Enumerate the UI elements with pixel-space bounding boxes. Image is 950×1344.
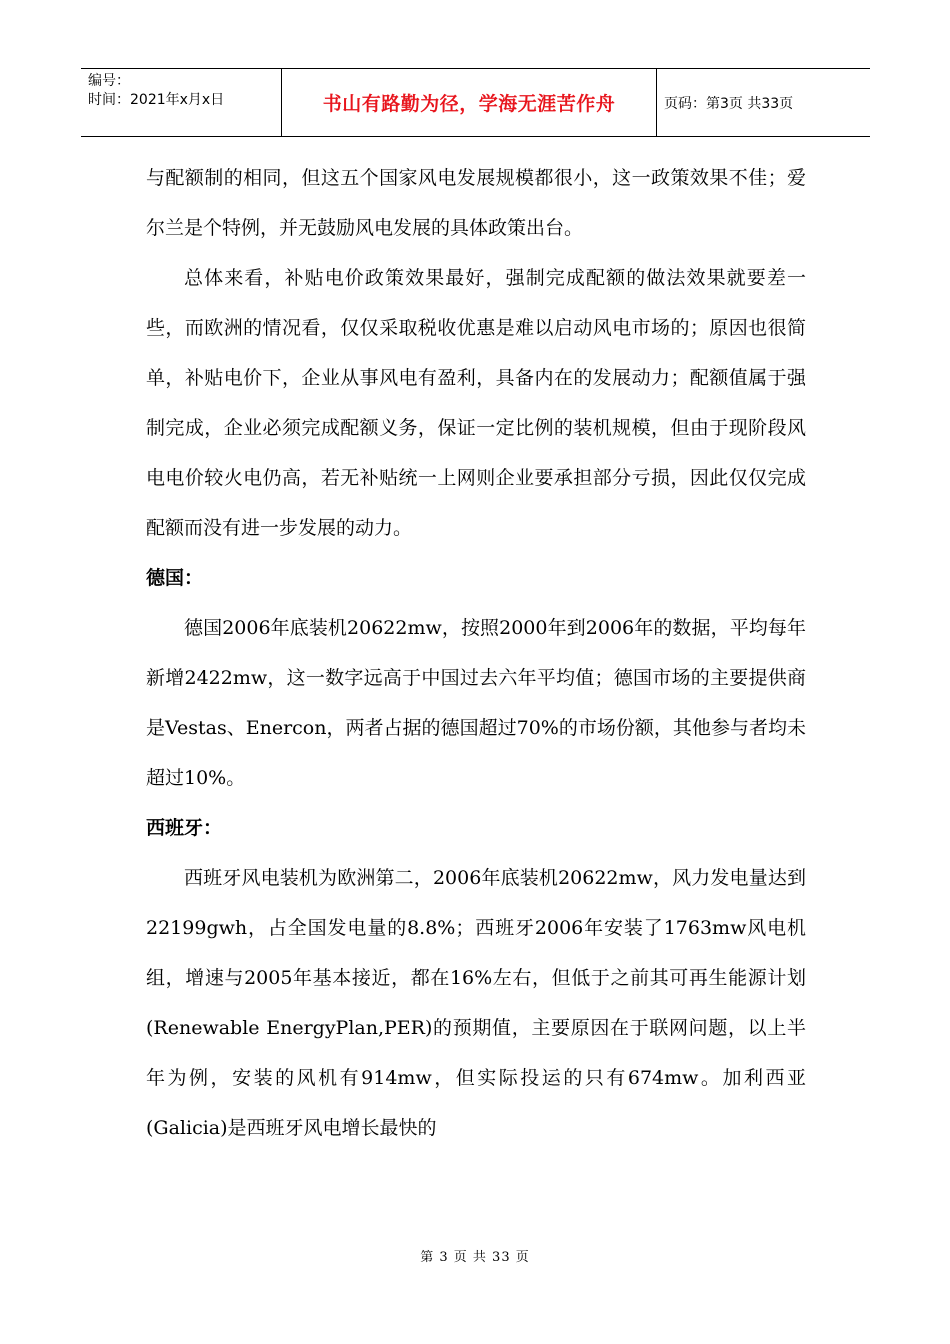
code-label: 编号： xyxy=(88,73,130,89)
header-meta xyxy=(81,69,282,136)
paragraph-germany: 德国2006年底装机20622mw，按照2000年到2006年的数据，平均每年新增2422mw，这一数字远高于中国过去六年平均值；德国市场的主要提供商是Vestas、Enercon，两者占据的德国超过70%的市场份额，其他参与者均未超过10%。 xyxy=(146,617,806,789)
page-header xyxy=(81,68,870,137)
page-footer: 第 3 页 共 33 页 xyxy=(420,1250,530,1265)
section-heading-germany: 德国： xyxy=(146,567,204,589)
paragraph-spain: 西班牙风电装机为欧洲第二，2006年底装机20622mw，风力发电量达到22199gwh，占全国发电量的8.8%；西班牙2006年安装了1763mw风电机组，增速与2005年基本接近，都在16%左右，但低于之前其可再生能源计划(Renewable EnergyPlan,PER)的预期值，主要原因在于联网问题，以上半年为例，安装的风机有914mw，但实际投运的只有674mw。加利西亚(Galicia)是西班牙风电增长最快的 xyxy=(146,867,806,1139)
header-motto: 书山有路勤为径，学海无涯苦作舟 xyxy=(282,69,657,136)
header-page-info: 页码：第3页 共33页 xyxy=(664,95,794,112)
paragraph-summary: 总体来看，补贴电价政策效果最好，强制完成配额的做法效果就要差一些，而欧洲的情况看，仅仅采取税收优惠是难以启动风电市场的；原因也很简单，补贴电价下，企业从事风电有盈利，具备内在的发展动力；配额值属于强制完成，企业必须完成配额义务，保证一定比例的装机规模，但由于现阶段风电电价较火电仍高，若无补贴统一上网则企业要承担部分亏损，因此仅仅完成配额而没有进一步发展的动力。 xyxy=(146,267,806,539)
document-body xyxy=(146,153,806,1153)
date-line: 时间：2021年x月x日 xyxy=(88,92,225,108)
section-heading-spain: 西班牙： xyxy=(146,817,223,839)
paragraph-continued: 与配额制的相同，但这五个国家风电发展规模都很小，这一政策效果不佳；爱尔兰是个特例，并无鼓励风电发展的具体政策出台。 xyxy=(146,167,806,239)
